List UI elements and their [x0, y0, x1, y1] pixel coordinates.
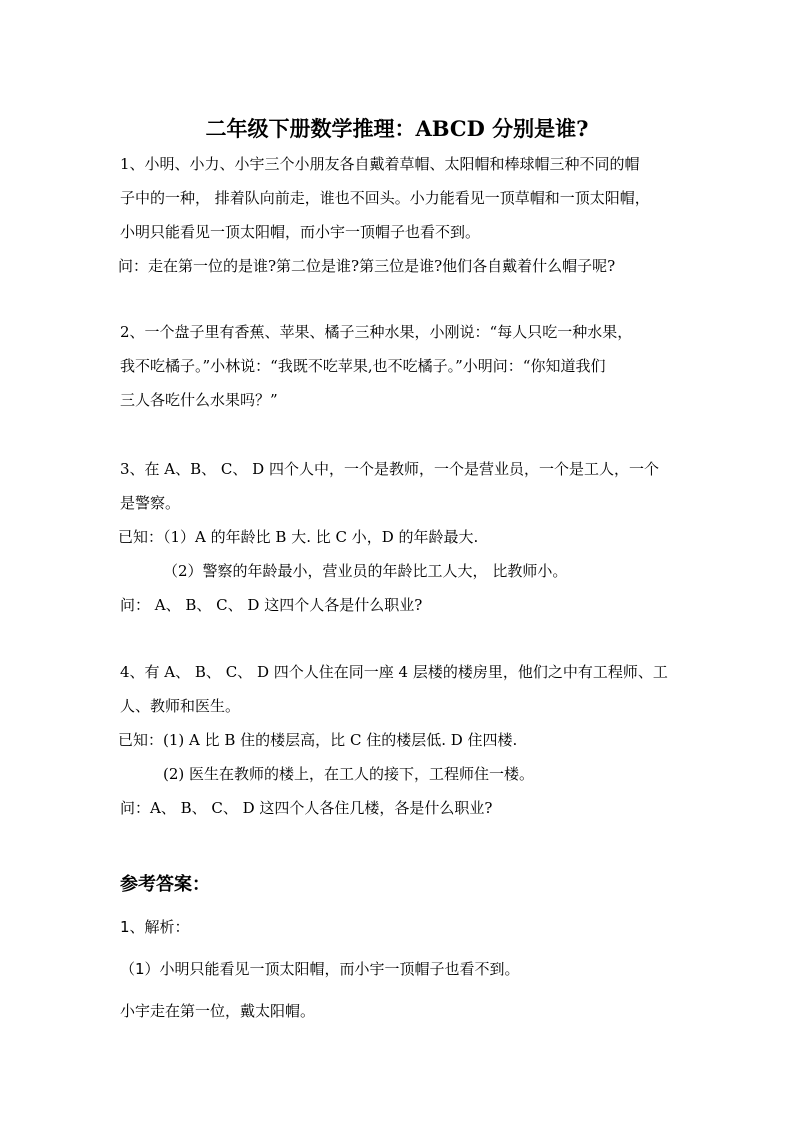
question-2-line-1: 2、一个盘子里有香蕉、苹果、橘子三种水果，小刚说：“每人只吃一种水果， — [120, 323, 633, 341]
question-3-line-4: （2）警察的年龄最小，营业员的年龄比工人大， 比教师小。 — [163, 562, 568, 580]
question-4-line-4: (2) 医生在教师的楼上，在工人的接下，工程师住一楼。 — [163, 765, 535, 783]
answers-heading: 参考答案： — [120, 874, 210, 895]
question-4-line-5: 问：A、 B、 C、 D 这四个人各住几楼，各是什么职业? — [120, 799, 493, 817]
answer-line-2: （1）小明只能看见一顶太阳帽，而小宇一顶帽子也看不到。 — [120, 960, 520, 978]
question-4-line-3: 已知：(1) A 比 B 住的楼层高，比 C 住的楼层低. D 住四楼. — [118, 731, 518, 749]
question-1-line-3: 小明只能看见一顶太阳帽，而小宇一顶帽子也看不到。 — [120, 223, 481, 241]
question-4-line-2: 人、教师和医生。 — [120, 697, 241, 715]
question-1-line-4: 问：走在第一位的是谁?第二位是谁?第三位是谁?他们各自戴着什么帽子呢? — [118, 257, 616, 275]
page-title: 二年级下册数学推理：ABCD 分别是谁? — [205, 116, 589, 141]
question-3-line-2: 是警察。 — [120, 494, 181, 512]
answer-line-1: 1、解析： — [120, 918, 190, 936]
question-3-line-5: 问： A、 B、 C、 D 这四个人各是什么职业? — [120, 596, 423, 614]
question-2-line-2: 我不吃橘子。”小林说：“我既不吃苹果,也不吃橘子。”小明问：“你知道我们 — [120, 357, 606, 375]
question-1-line-2: 子中的一种， 排着队向前走，谁也不回头。小力能看见一顶草帽和一顶太阳帽， — [120, 189, 650, 207]
question-2-line-3: 三人各吃什么水果吗？” — [120, 391, 278, 409]
question-4-line-1: 4、有 A、 B、 C、 D 四个人住在同一座 4 层楼的楼房里，他们之中有工程师、工 — [120, 663, 668, 681]
question-3-line-3: 已知：（1）A 的年龄比 B 大. 比 C 小，D 的年龄最大. — [118, 528, 479, 546]
answer-line-3: 小宇走在第一位，戴太阳帽。 — [120, 1002, 316, 1020]
question-1-line-1: 1、小明、小力、小宇三个小朋友各自戴着草帽、太阳帽和棒球帽三种不同的帽 — [120, 155, 640, 173]
question-3-line-1: 3、在 A、B、 C、 D 四个人中，一个是教师，一个是营业员，一个是工人，一个 — [120, 460, 659, 478]
